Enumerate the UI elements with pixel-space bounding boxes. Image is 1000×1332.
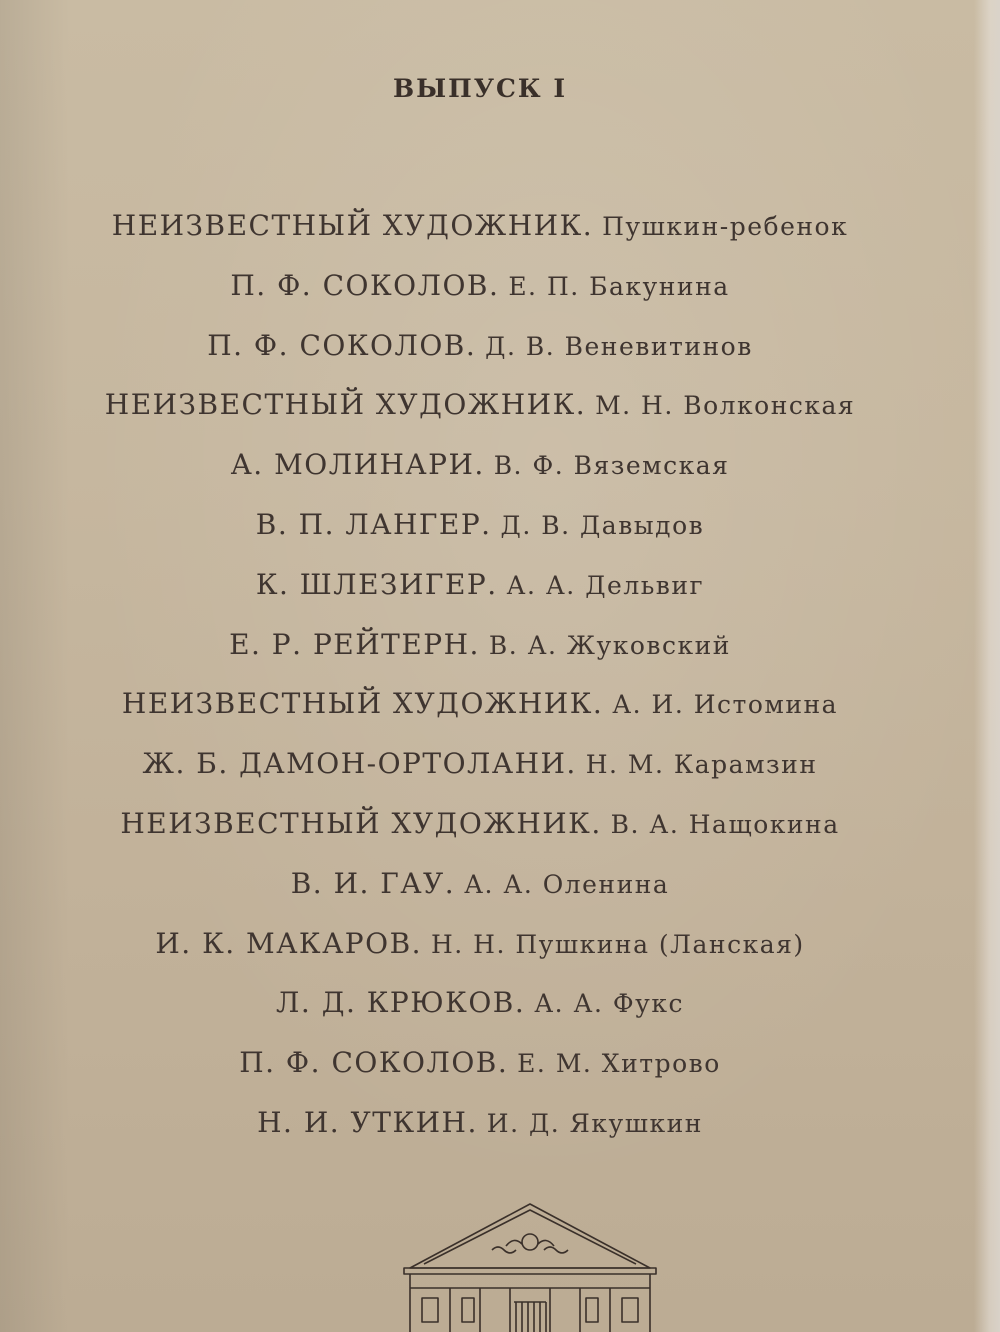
list-item [0, 443, 960, 503]
list-item [0, 324, 960, 384]
sitter-name: А. И. Истомина [612, 690, 839, 720]
artist-name: В. П. ЛАНГЕР. [255, 507, 492, 541]
artist-name: НЕИЗВЕСТНЫЙ ХУДОЖНИК. [111, 209, 594, 242]
list-item [0, 742, 960, 802]
list-item [0, 1101, 960, 1161]
sitter-name: А. А. Фукс [534, 989, 684, 1019]
sitter-name: Е. М. Хитрово [517, 1049, 721, 1079]
artist-name: П. Ф. СОКОЛОВ. [239, 1046, 509, 1080]
artist-name: К. ШЛЕЗИГЕР. [255, 567, 498, 601]
issue-heading: ВЫПУСК I [392, 74, 568, 103]
list-item [0, 503, 960, 563]
artist-name: И. К. МАКАРОВ. [155, 926, 423, 960]
list-item [0, 862, 960, 922]
sitter-name: Д. В. Веневитинов [485, 331, 753, 361]
artist-name: Ж. Б. ДАМОН-ОРТОЛАНИ. [142, 747, 577, 781]
sitter-name: Е. П. Бакунина [508, 271, 730, 301]
artist-name: НЕИЗВЕСТНЫЙ ХУДОЖНИК. [120, 806, 602, 840]
sitter-name: В. А. Нащокина [610, 809, 840, 839]
artist-name: НЕИЗВЕСТНЫЙ ХУДОЖНИК. [121, 687, 604, 721]
list-item [0, 922, 960, 982]
list-item [0, 623, 960, 683]
sitter-name: И. Д. Якушкин [486, 1108, 703, 1138]
portrait-list [0, 204, 960, 1161]
list-item [0, 682, 960, 742]
artist-name: Н. И. УТКИН. [257, 1105, 478, 1139]
sitter-name: А. А. Оленина [464, 869, 670, 899]
list-item [0, 981, 960, 1041]
list-item [0, 563, 960, 623]
sitter-name: Пушкин-ребенок [602, 212, 849, 241]
artist-name: П. Ф. СОКОЛОВ. [230, 268, 500, 302]
sitter-name: В. Ф. Вяземская [493, 451, 730, 481]
list-item [0, 802, 960, 862]
list-item [0, 383, 960, 443]
artist-name: В. И. ГАУ. [290, 866, 456, 900]
sitter-name: М. Н. Волконская [595, 391, 856, 421]
sitter-name: А. А. Дельвиг [506, 570, 705, 600]
artist-name: НЕИЗВЕСТНЫЙ ХУДОЖНИК. [104, 388, 587, 422]
page-edge [974, 0, 1000, 1332]
list-item [0, 204, 960, 264]
sitter-name: Н. М. Карамзин [585, 750, 818, 780]
artist-name: П. Ф. СОКОЛОВ. [207, 328, 477, 362]
artist-name: А. МОЛИНАРИ. [230, 448, 485, 482]
sitter-name: В. А. Жуковский [488, 630, 731, 660]
list-item [0, 264, 960, 324]
artist-name: Л. Д. КРЮКОВ. [276, 986, 526, 1020]
sitter-name: Н. Н. Пушкина (Ланская) [430, 929, 805, 959]
list-item [0, 1041, 960, 1101]
artist-name: Е. Р. РЕЙТЕРН. [229, 627, 480, 661]
building-icon [380, 1190, 680, 1332]
sitter-name: Д. В. Давыдов [500, 510, 705, 540]
